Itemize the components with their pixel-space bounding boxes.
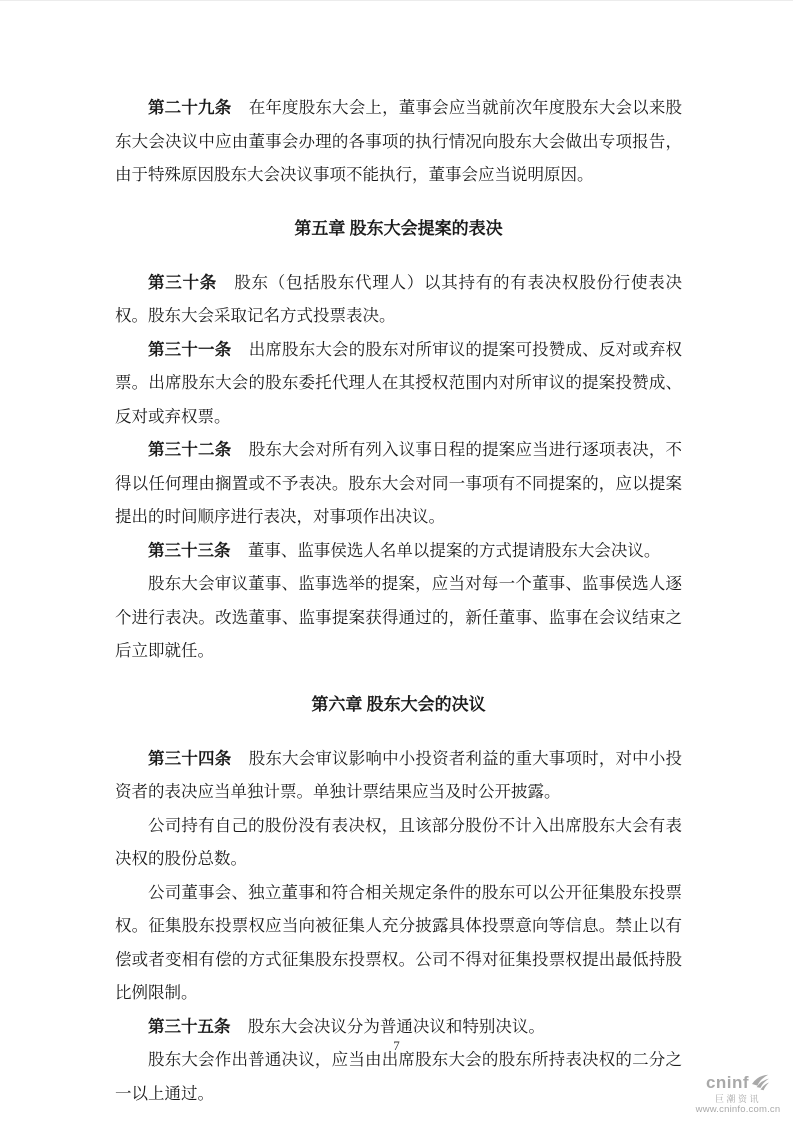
article-paragraph-33 [115,534,682,568]
chapter-heading-5: 第五章 股东大会提案的表决 [294,218,503,238]
article-number: 第三十五条 [148,1016,231,1036]
article-paragraph-29 [115,91,682,192]
article-paragraph-34 [115,742,682,809]
article-paragraph-30 [115,266,682,333]
cninfo-logo [688,1073,788,1116]
body-paragraph: 公司持有自己的股份没有表决权，且该部分股份不计入出席股东大会有表决权的股份总数。 [115,815,682,868]
article-text: 出席股东大会的股东对所审议的提案可投赞成、反对或弃权票。出席股东大会的股东委托代理人在其授权范围内对所审议的提案投赞成、反对或弃权票。 [115,339,683,426]
page-number: 7 [393,1038,400,1053]
article-text: 董事、监事侯选人名单以提案的方式提请股东大会决议。 [247,540,661,560]
article-number: 第三十四条 [148,748,232,768]
article-number: 第三十三条 [148,540,231,560]
document-content [115,91,682,1110]
body-paragraph: 股东大会作出普通决议，应当由出席股东大会的股东所持表决权的二分之一以上通过。 [115,1050,682,1103]
article-number: 第二十九条 [148,98,232,117]
article-text: 在年度股东大会上，董事会应当就前次年度股东大会以来股东大会决议中应由董事会办理的各事项的执行情况向股东大会做出专项报告，由于特殊原因股东大会决议事项不能执行，董事会应当说明原因。 [115,98,683,184]
chapter-heading-6: 第六章 股东大会的决议 [311,694,486,714]
article-number: 第三十二条 [148,440,232,459]
article-paragraph-31 [115,333,682,434]
article-text: 股东大会对所有列入议事日程的提案应当进行逐项表决，不得以任何理由搁置或不予表决。股东大会对同一事项有不同提案的，应以提案提出的时间顺序进行表决，对事项作出决议。 [115,440,683,526]
body-paragraph: 公司董事会、独立董事和符合相关规定条件的股东可以公开征集股东投票权。征集股东投票权应当向被征集人充分披露具体投票意向等信息。禁止以有偿或者变相有偿的方式征集股东投票权。公司不得对征集投票权提出最低持股比例限制。 [115,882,682,1002]
article-text: 股东（包括股东代理人）以其持有的有表决权股份行使表决权。股东大会采取记名方式投票表决。 [115,272,683,325]
article-text: 股东大会决议分为普通决议和特别决议。 [247,1016,545,1036]
cninfo-swirl-icon [751,1074,770,1091]
body-paragraph: 股东大会审议董事、监事选举的提案，应当对每一个董事、监事侯选人逐个进行表决。改选董事、监事提案获得通过的，新任董事、监事在会议结束之后立即就任。 [115,574,682,660]
cninfo-logo-row [688,1073,788,1093]
cninfo-brand-text: cninf [705,1073,750,1092]
article-number: 第三十条 [148,272,217,292]
article-paragraph-32 [115,433,682,534]
article-text: 股东大会审议影响中小投资者利益的重大事项时，对中小投资者的表决应当单独计票。单独计票结果应当及时公开披露。 [115,748,683,801]
cninfo-url: www.cninfo.com.cn [695,1103,781,1115]
article-number: 第三十一条 [148,339,232,359]
cninfo-subtitle: 巨潮资讯 [714,1093,761,1104]
